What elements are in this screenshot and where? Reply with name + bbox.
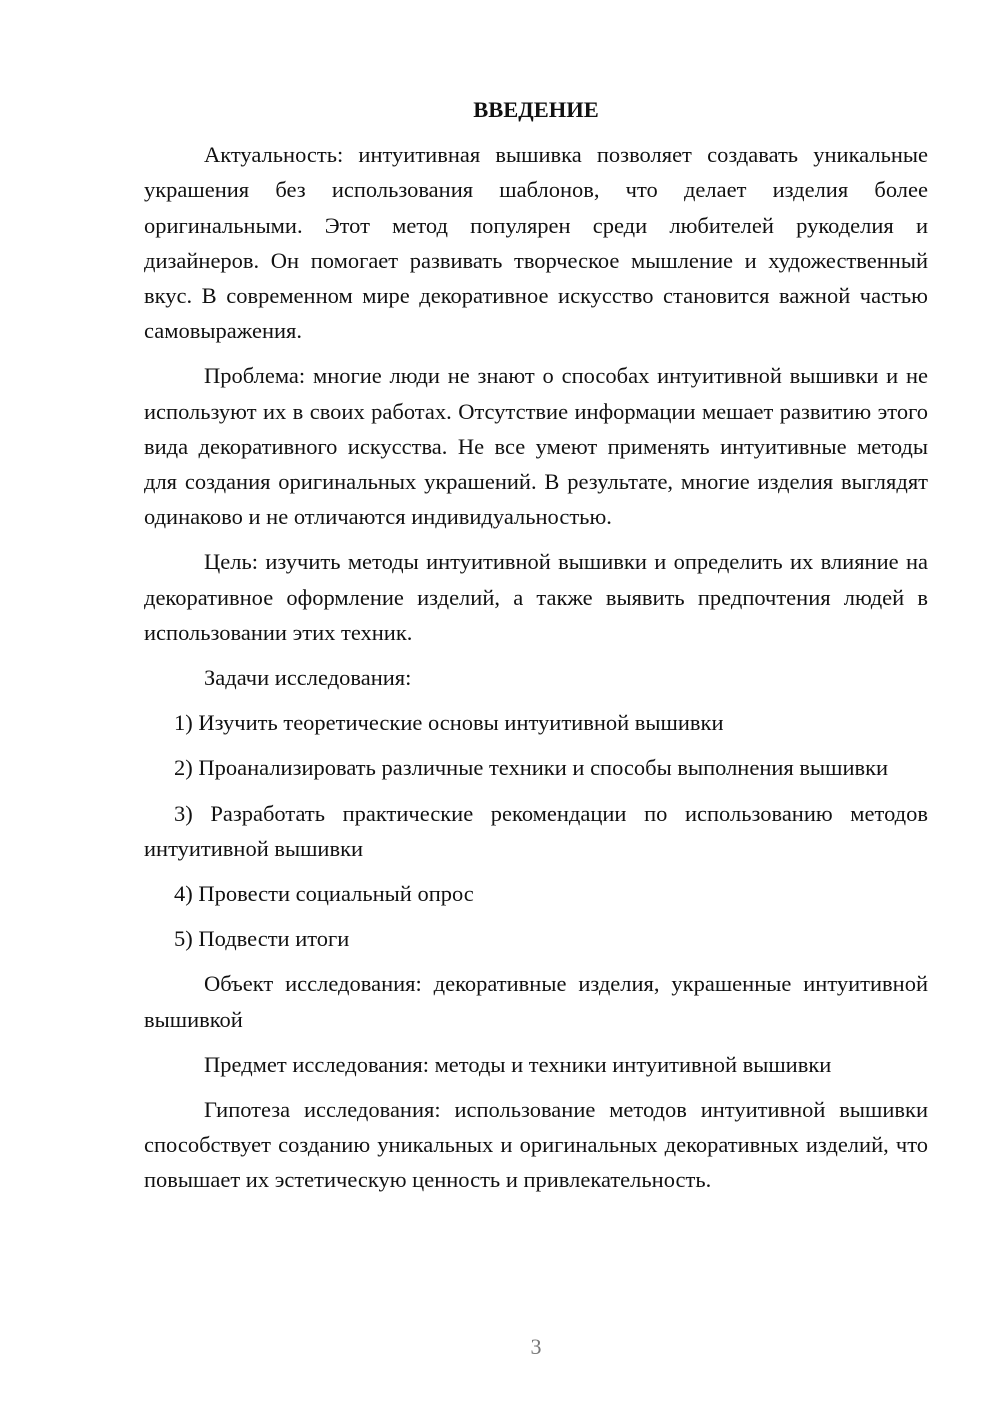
hypothesis-paragraph: Гипотеза исследования: использование методов интуитивной вышивки способствует созданию уникальных и оригинальных декоративных изделий, что повышает их эстетическую ценность и привлекательность. [144,1097,928,1193]
object-paragraph: Объект исследования: декоративные изделия, украшенные интуитивной вышивкой [144,971,928,1032]
task-item-2: 2) Проанализировать различные техники и способы выполнения вышивки [174,755,889,781]
goal-paragraph: Цель: изучить методы интуитивной вышивки и определить их влияние на декоративное оформление изделий, а также выявить предпочтения людей в использовании этих техник. [144,549,928,645]
document-body [144,92,928,1208]
task-item-5: 5) Подвести итоги [174,926,350,952]
subject-paragraph: Предмет исследования: методы и техники интуитивной вышивки [204,1051,832,1077]
problem-paragraph: Проблема: многие люди не знают о способах интуитивной вышивки и не используют их в своих работах. Отсутствие информации мешает развитию этого вида декоративного искусства. Не все умеют применять интуитивные методы для создания оригинальных украшений. В результате, многие изделия выглядят одинаково и не отличаются индивидуальностью. [144,363,928,530]
section-title: ВВЕДЕНИЕ [473,97,599,122]
page-number: 3 [530,1334,542,1359]
task-item-4: 4) Провести социальный опрос [174,881,474,907]
relevance-paragraph: Актуальность: интуитивная вышивка позволяет создавать уникальные украшения без использования шаблонов, что делает изделия более оригинальными. Этот метод популярен среди любителей рукоделия и дизайнеров. Он помогает развивать творческое мышление и художественный вкус. В современном мире декоративное искусство становится важной частью самовыражения. [144,142,928,344]
task-item-1: 1) Изучить теоретические основы интуитивной вышивки [174,710,724,736]
tasks-heading: Задачи исследования: [204,665,412,691]
task-item-3: 3) Разработать практические рекомендации по использованию методов интуитивной вышивки [144,800,928,861]
